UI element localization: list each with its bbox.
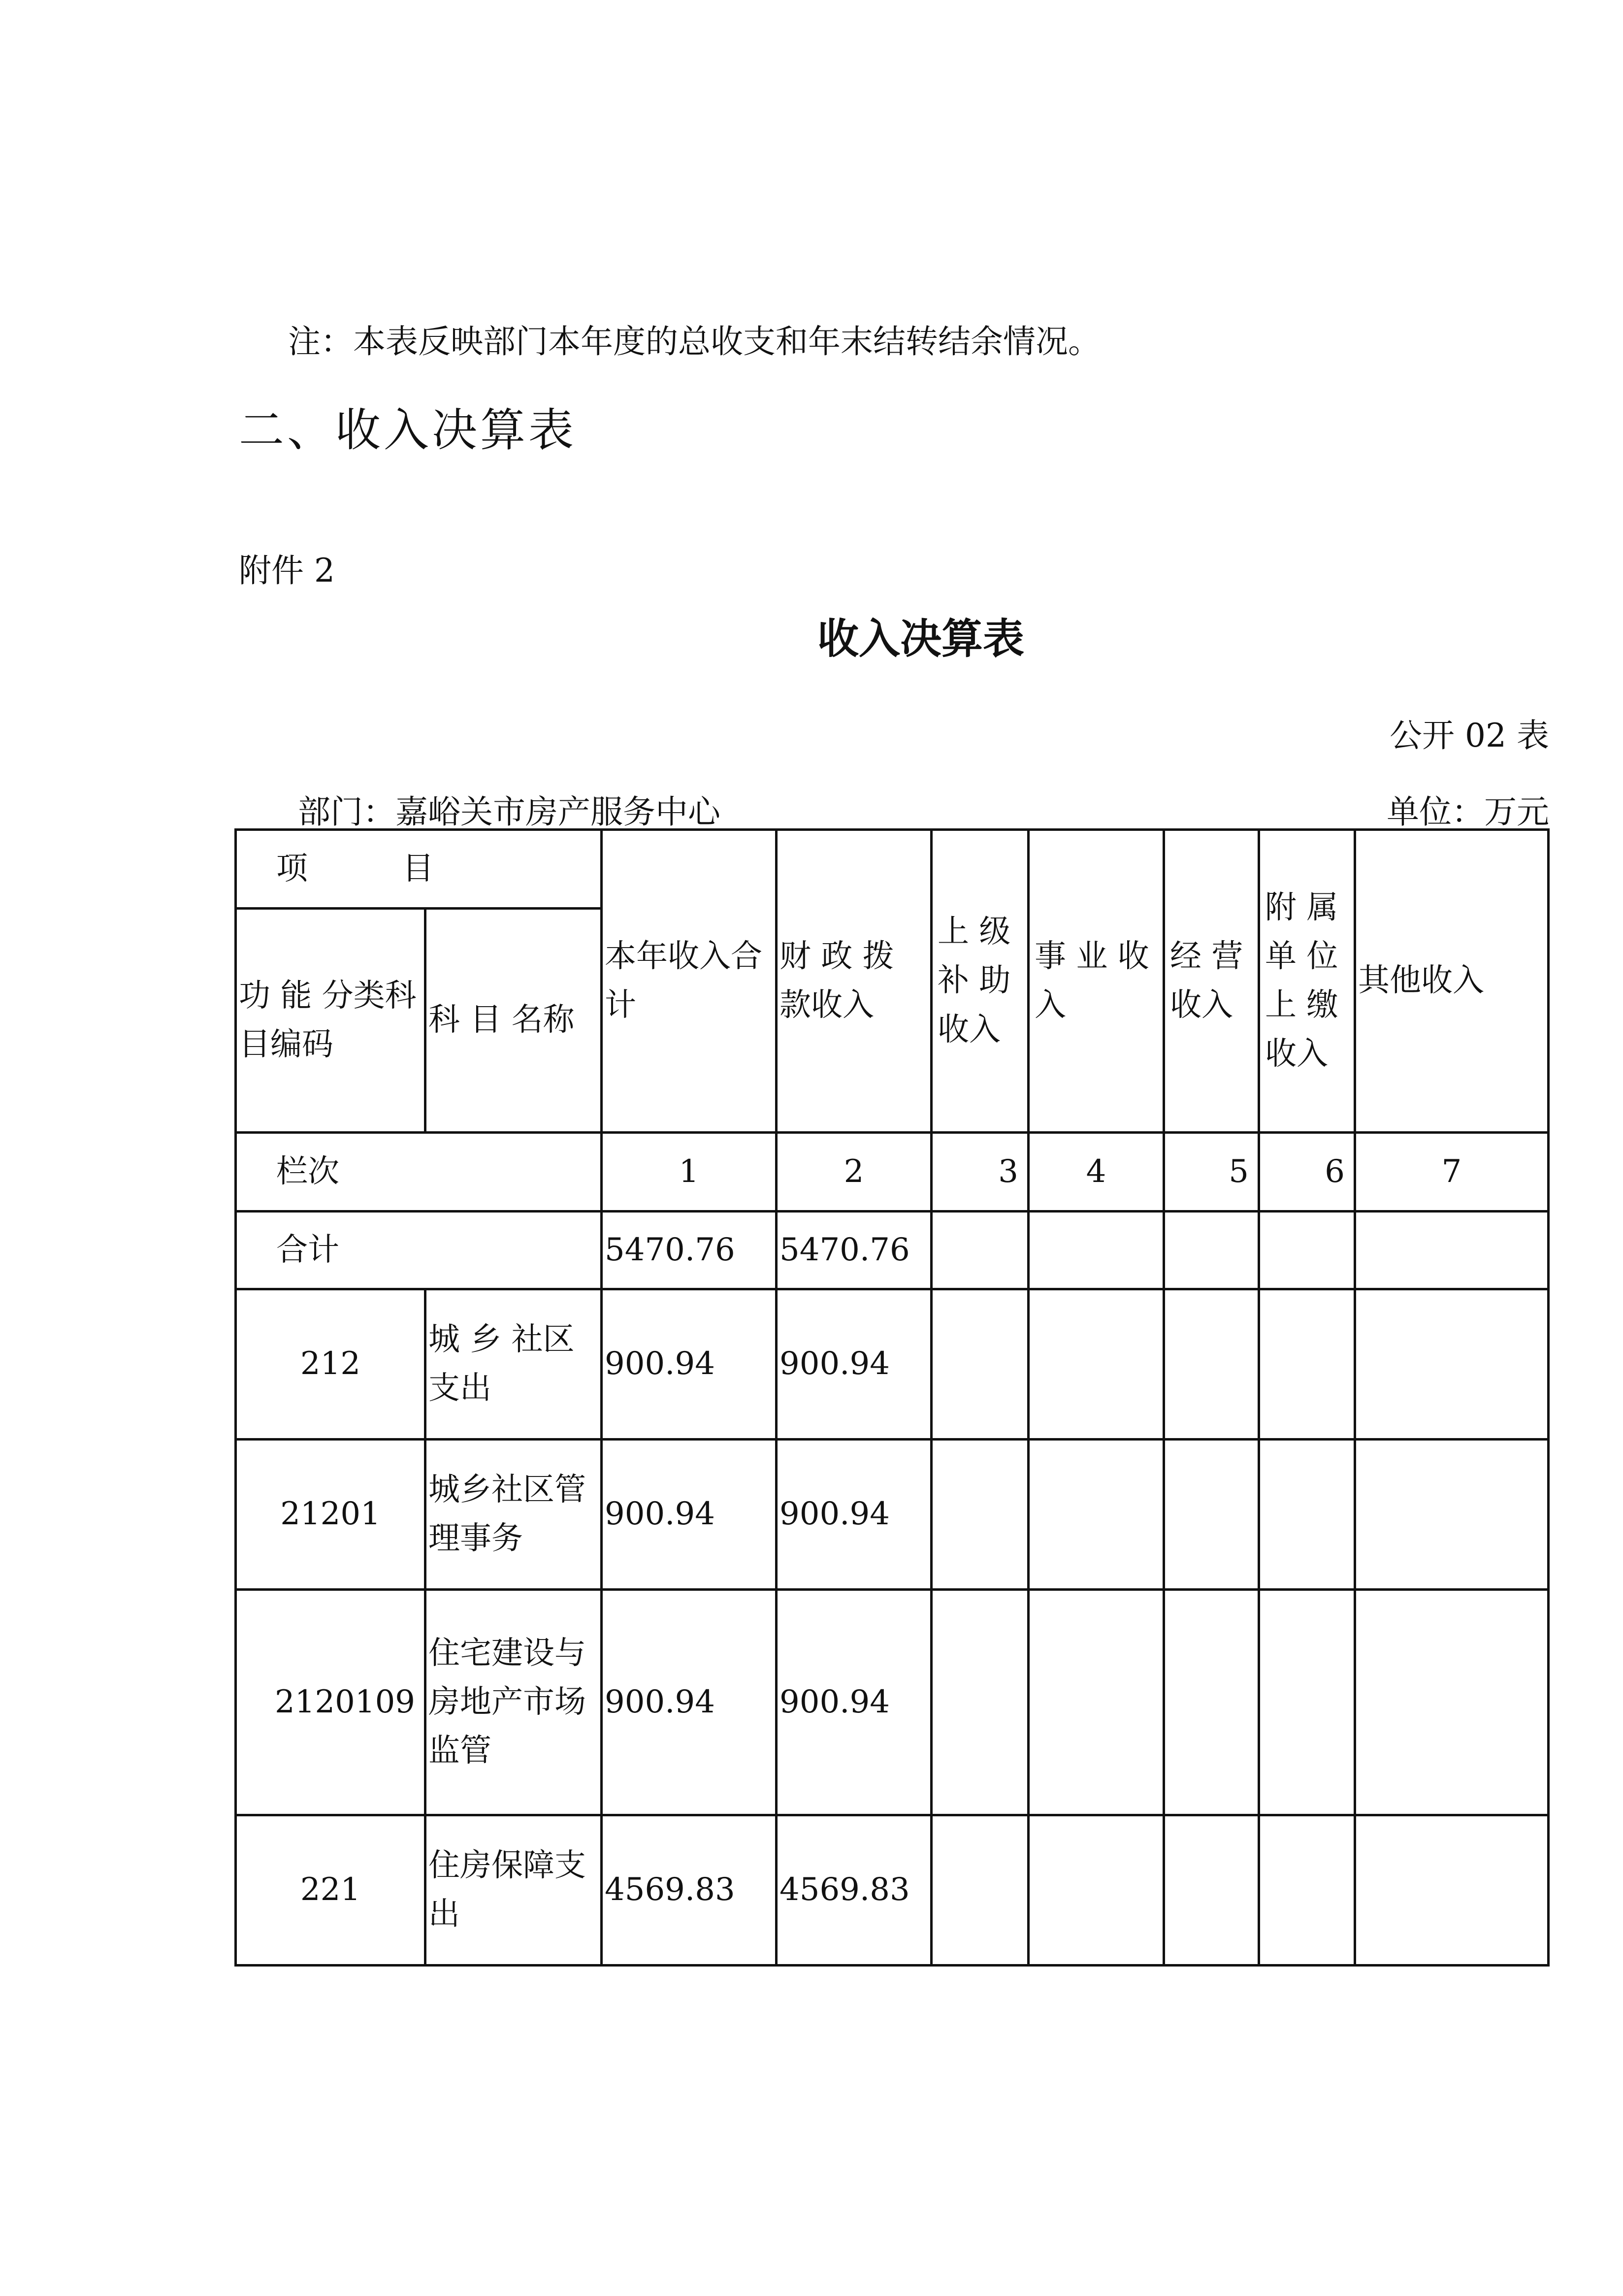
row-code: 221: [236, 1815, 425, 1966]
table-row: [236, 1440, 1549, 1590]
header-project: 项 目: [236, 830, 602, 909]
table-row: [236, 1590, 1549, 1815]
total-income-value: 5470.76: [602, 1212, 777, 1289]
row-code: 212: [236, 1289, 425, 1440]
row-fiscal: 900.94: [777, 1590, 932, 1815]
header-affiliated: 附 属 单 位 上 缴 收入: [1259, 830, 1355, 1133]
row-total-income: 900.94: [602, 1440, 777, 1590]
row-name: 城 乡 社区支出: [425, 1289, 602, 1440]
section-title: 二、收入决算表: [239, 404, 577, 457]
column-index-cell: 2: [777, 1133, 932, 1212]
column-index-cell: 1: [602, 1133, 777, 1212]
row-name: 城乡社区管理事务: [425, 1440, 602, 1590]
row-fiscal: 4569.83: [777, 1815, 932, 1966]
column-index-cell: 3: [932, 1133, 1029, 1212]
row-total-income: 900.94: [602, 1289, 777, 1440]
row-total-income: 900.94: [602, 1590, 777, 1815]
row-total-income: 4569.83: [602, 1815, 777, 1966]
header-subject-name: 科 目 名称: [425, 909, 602, 1133]
header-fiscal: 财 政 拨 款收入: [777, 830, 932, 1133]
table-row: [236, 1815, 1549, 1966]
income-statement-table: [234, 828, 1550, 1967]
column-index-row: [236, 1133, 1549, 1212]
header-func-code: 功 能 分类科目编码: [236, 909, 425, 1133]
table-row: [236, 1289, 1549, 1440]
row-code: 21201: [236, 1440, 425, 1590]
column-index-cell: 4: [1029, 1133, 1164, 1212]
total-label: 合计: [236, 1212, 602, 1289]
row-name: 住房保障支出: [425, 1815, 602, 1966]
header-superior: 上 级 补 助 收入: [932, 830, 1029, 1133]
row-fiscal: 900.94: [777, 1289, 932, 1440]
total-fiscal-value: 5470.76: [777, 1212, 932, 1289]
table-title: 收入决算表: [817, 614, 1024, 663]
table-code: 公开 02 表: [1390, 717, 1549, 754]
unit-label: 单位：万元: [1387, 793, 1549, 831]
column-index-cell: 6: [1259, 1133, 1355, 1212]
total-row: [236, 1212, 1549, 1289]
column-index-cell: 7: [1355, 1133, 1549, 1212]
table-note: 注：本表反映部门本年度的总收支和年末结转结余情况。: [288, 323, 1101, 361]
row-fiscal: 900.94: [777, 1440, 932, 1590]
attachment-label: 附件 2: [239, 552, 335, 590]
header-operating: 经 营 收入: [1164, 830, 1259, 1133]
row-name: 住宅建设与房地产市场监管: [425, 1590, 602, 1815]
header-business: 事 业 收入: [1029, 830, 1164, 1133]
department-label: 部门：嘉峪关市房产服务中心: [298, 793, 720, 831]
header-total-income: 本年收入合计: [602, 830, 777, 1133]
row-code: 2120109: [236, 1590, 425, 1815]
column-index-label: 栏次: [236, 1133, 602, 1212]
column-index-cell: 5: [1164, 1133, 1259, 1212]
header-other: 其他收入: [1355, 830, 1549, 1133]
